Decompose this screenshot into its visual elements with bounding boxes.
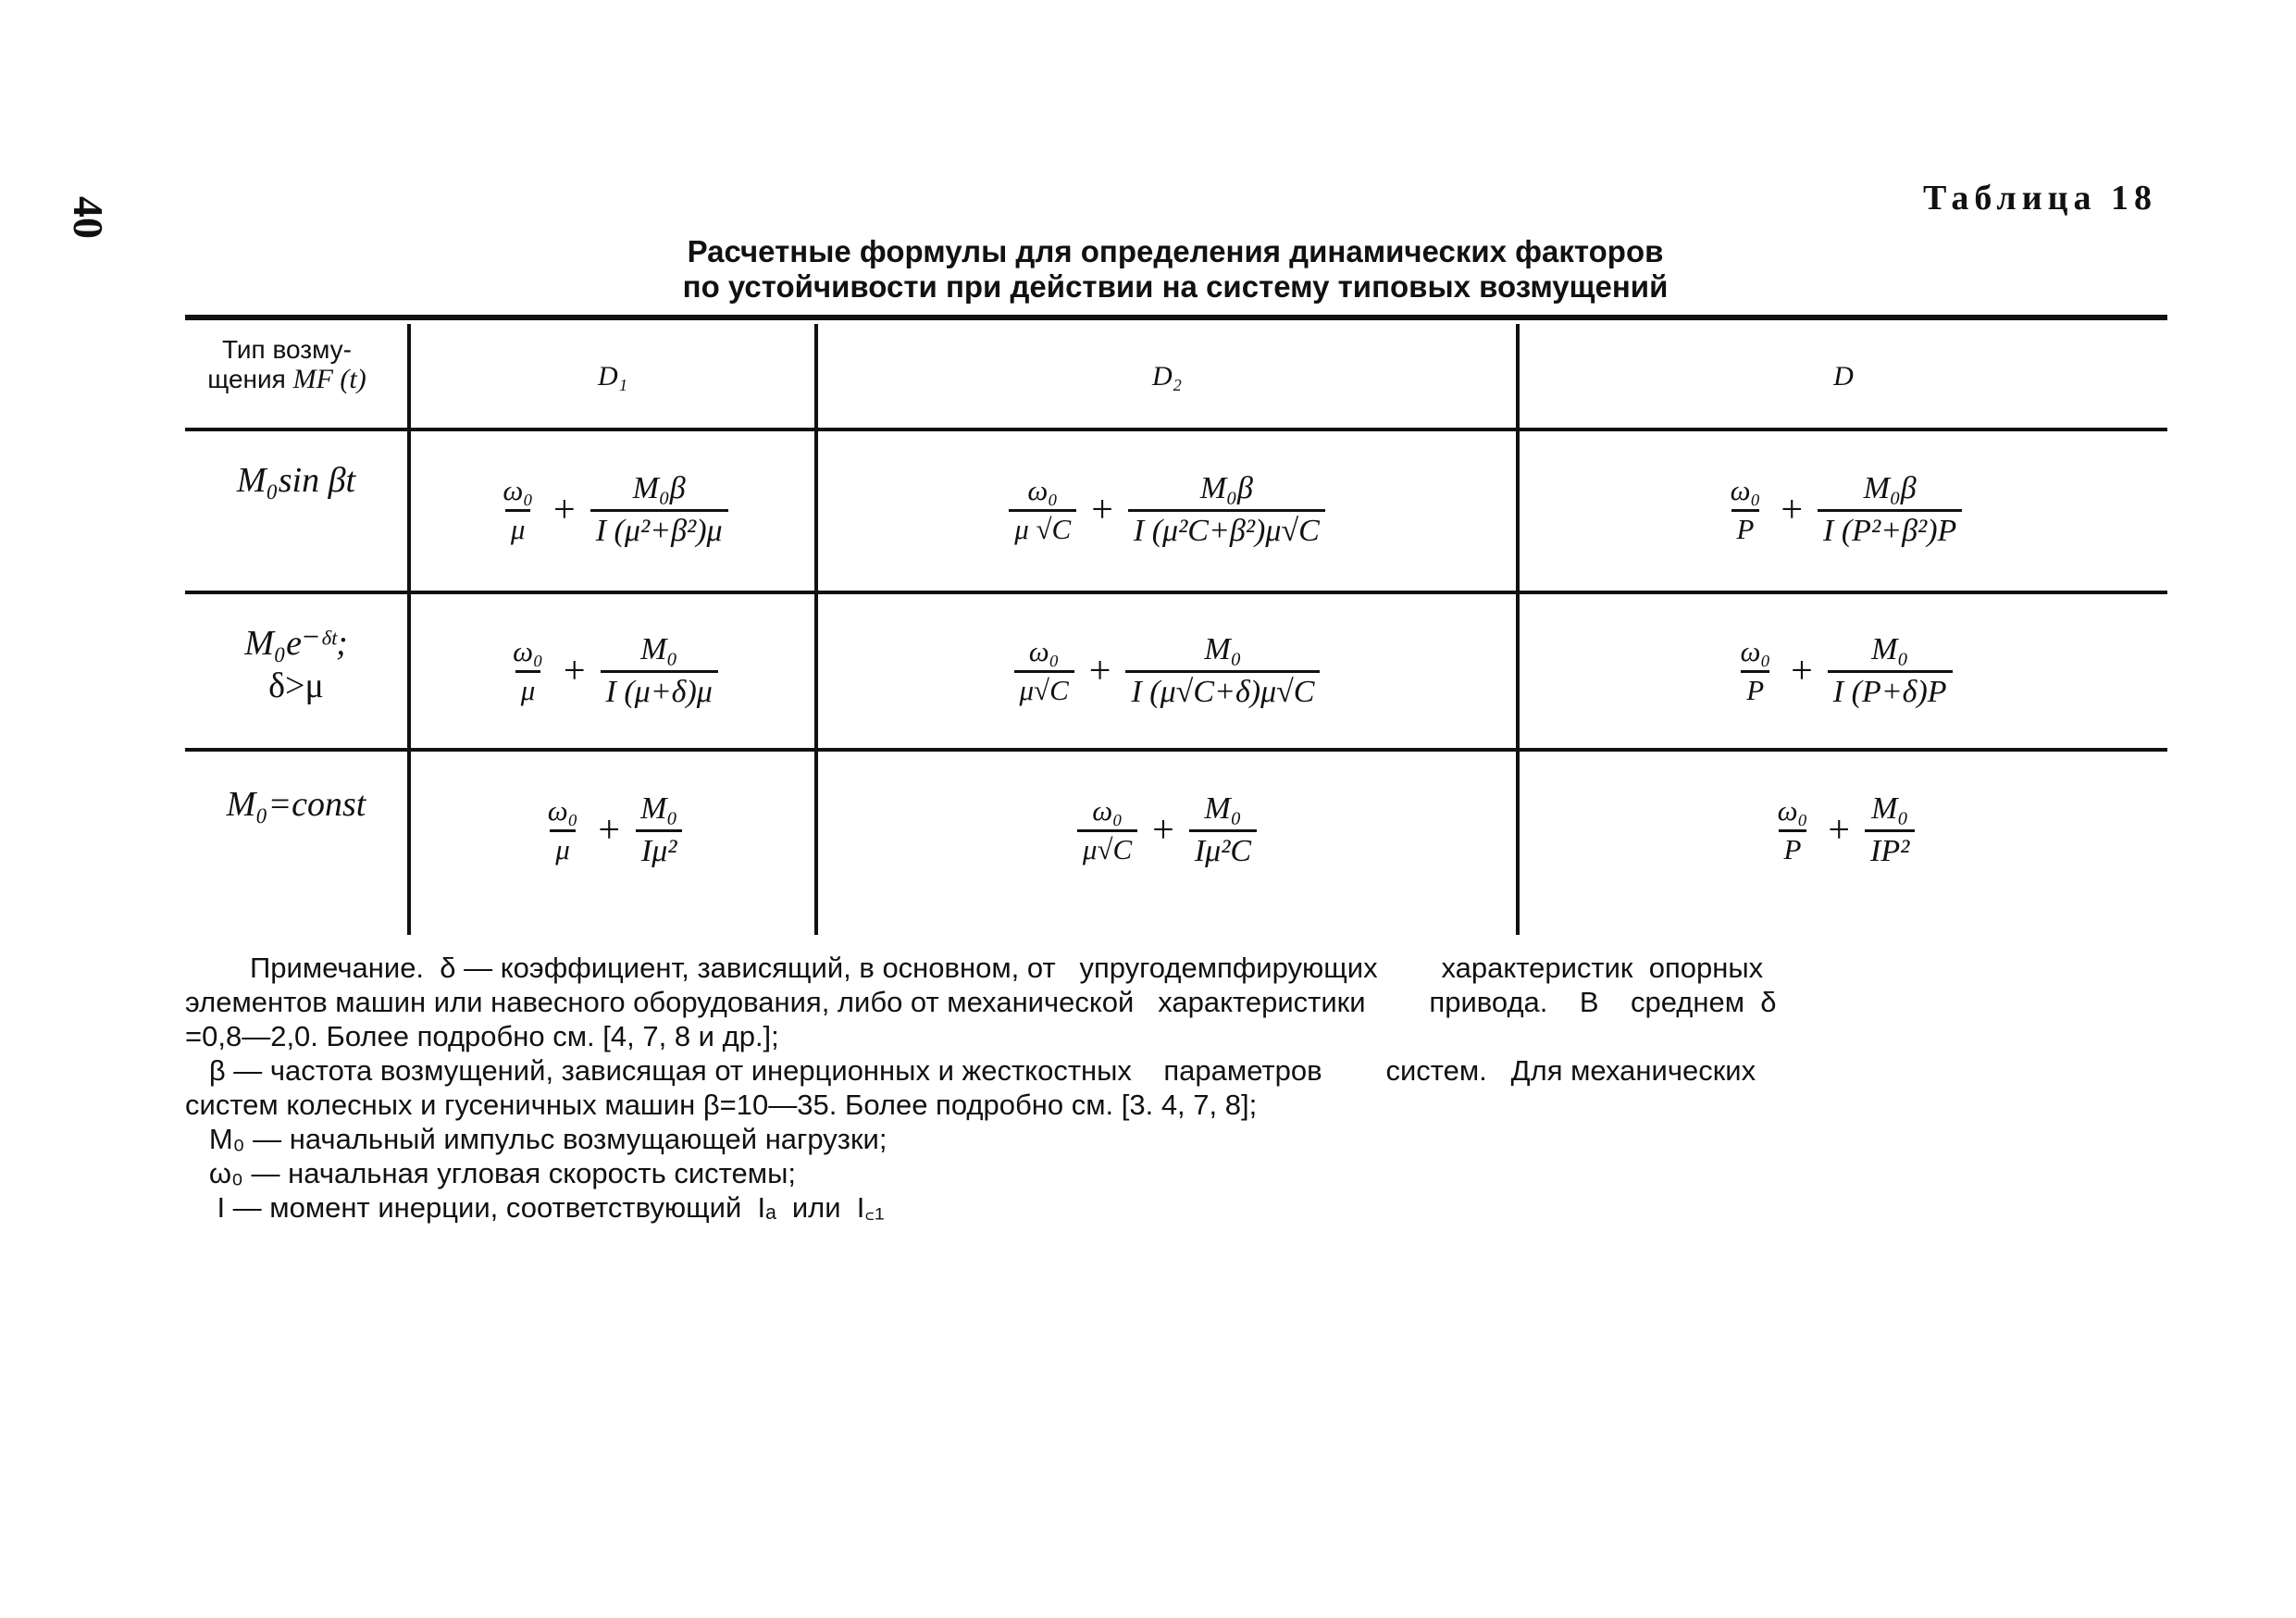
formula-r2-d1: $\frac{\text{ω₀}}{\mu}$ + $\frac{\text{M₀}}{I (\mu+\delta)\mu}$ xyxy=(411,602,814,741)
header-d2: D₂ xyxy=(1151,361,1183,392)
note-line-4: β — частота возмущений, зависящая от инерционных и жесткостных параметров систем. Для механических xyxy=(185,1054,1756,1087)
note-line-3: =0,8—2,0. Более подробно см. [4, 7, 8 и др.]; xyxy=(185,1020,779,1052)
table-title-line-1: Расчетные формулы для определения динамических факторов xyxy=(687,234,1664,268)
formula-r1-d2: $\frac{\text{ω₀}}{\mu √C}$ + $\frac{\text{M₀β}}{\text{I (μ²C+β²)μ√C}}$ xyxy=(818,441,1516,579)
formula-r3-d2: $\frac{\text{ω₀}}{\mu√C}$ + $\frac{\text{M₀}}{\text{Iμ²C}}$ xyxy=(818,761,1516,900)
note-line-8: I — момент инерции, соответствующий Iₐ или I꜀₁ xyxy=(185,1191,885,1224)
header-d1: D₁ xyxy=(597,361,628,392)
header-type-line-1: Тип возму- xyxy=(222,335,352,364)
note-line-5: систем колесных и гусеничных машин β=10—35. Более подробно см. [3. 4, 7, 8]; xyxy=(185,1089,1258,1121)
note-line-6: M₀ — начальный импульс возмущающей нагрузки; xyxy=(185,1123,887,1155)
formula-r3-d1: $\frac{\text{ω₀}}{\mu}$ + $\frac{\text{M₀}}{\text{Iμ²}}$ xyxy=(411,761,814,900)
row-2-bottom-rule xyxy=(185,748,2167,752)
note-line-1: Примечание. δ — коэффициент, зависящий, в основном, от упругодемпфирующих характеристик опорных xyxy=(250,952,1764,984)
note-line-2: элементов машин или навесного оборудования, либо от механической характеристики привода. В среднем δ xyxy=(185,986,1777,1018)
row-label-const: M₀=const xyxy=(226,785,366,824)
formula-r2-d: $\frac{\text{ω₀}}{P}$ + $\frac{\text{M₀}}{I (P+\delta)P}$ xyxy=(1520,602,2167,741)
formula-r3-d: $\frac{\text{ω₀}}{P}$ + $\frac{\text{M₀}}{\text{IP²}}$ xyxy=(1520,761,2167,900)
header-bottom-rule xyxy=(185,428,2167,431)
table-top-rule xyxy=(185,315,2167,320)
formula-r1-d: $\frac{\text{ω₀}}{P}$ + $\frac{\text{M₀β}}{\text{I (P²+β²)P}}$ xyxy=(1520,441,2167,579)
formula-r1-d1: $\frac{\text{ω₀}}{\mu}$ + $\frac{\text{M₀β}}{\text{I (μ²+β²)μ}}$ xyxy=(411,441,814,579)
header-type-symbol: MF (t) xyxy=(292,364,366,394)
row-label-sine: M₀sin βt xyxy=(236,461,356,500)
header-disturbance-type xyxy=(176,335,398,394)
row-1-bottom-rule xyxy=(185,591,2167,594)
header-d: D xyxy=(1833,361,1854,392)
row-label-exponential: M₀e⁻ᵟᵗ; δ>μ xyxy=(244,624,348,705)
note-line-7: ω₀ — начальная угловая скорость системы; xyxy=(185,1157,796,1189)
table-title-line-2: по устойчивости при действии на систему типовых возмущений xyxy=(682,269,1669,304)
table-label: Таблица 18 xyxy=(1922,179,2157,218)
header-type-line-2: щения xyxy=(207,365,286,393)
page-number: 40 xyxy=(65,196,112,239)
formula-r2-d2: $\frac{\text{ω₀}}{\mu√C}$ + $\frac{\text{M₀}}{I (\mu√C+\delta)\mu√C}$ xyxy=(818,602,1516,741)
